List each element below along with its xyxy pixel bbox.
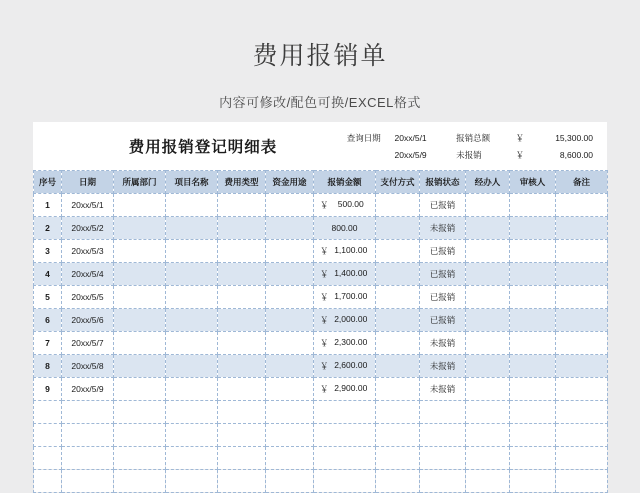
cell-index[interactable]: 8 bbox=[34, 355, 62, 378]
summary-currency: ￥ bbox=[515, 132, 525, 143]
table-row[interactable] bbox=[34, 263, 608, 286]
cell-note[interactable] bbox=[556, 194, 608, 217]
amount-value: 1,100.00 bbox=[334, 245, 368, 255]
table-row[interactable] bbox=[34, 447, 608, 470]
column-header: 备注 bbox=[556, 171, 608, 194]
cell-usage[interactable] bbox=[266, 309, 314, 332]
cell-status[interactable]: 已报销 bbox=[420, 286, 466, 309]
currency-symbol: ￥ bbox=[320, 361, 329, 371]
cell-auditor[interactable] bbox=[510, 286, 556, 309]
table-row[interactable] bbox=[34, 217, 608, 240]
table-row[interactable] bbox=[34, 194, 608, 217]
cell-expense-type[interactable] bbox=[218, 309, 266, 332]
cell-expense-type[interactable] bbox=[218, 332, 266, 355]
cell-note[interactable] bbox=[556, 217, 608, 240]
cell-date[interactable]: 20xx/5/6 bbox=[62, 309, 114, 332]
table-body bbox=[34, 194, 608, 493]
summary-currency: ￥ bbox=[515, 149, 525, 160]
summary-name: 未报销 bbox=[456, 149, 482, 160]
cell-empty[interactable] bbox=[266, 401, 314, 424]
cell-empty[interactable] bbox=[510, 470, 556, 493]
cell-date[interactable]: 20xx/5/4 bbox=[62, 263, 114, 286]
cell-expense-type[interactable] bbox=[218, 240, 266, 263]
cell-handler[interactable] bbox=[466, 263, 510, 286]
cell-handler[interactable] bbox=[466, 332, 510, 355]
cell-empty[interactable] bbox=[510, 401, 556, 424]
cell-empty[interactable] bbox=[314, 401, 376, 424]
cell-empty[interactable] bbox=[420, 424, 466, 447]
cell-amount[interactable] bbox=[314, 332, 376, 355]
table-row[interactable] bbox=[34, 424, 608, 447]
column-header: 审核人 bbox=[510, 171, 556, 194]
currency-symbol: ￥ bbox=[320, 200, 329, 210]
table-row[interactable] bbox=[34, 240, 608, 263]
cell-usage[interactable] bbox=[266, 217, 314, 240]
cell-handler[interactable] bbox=[466, 309, 510, 332]
cell-usage[interactable] bbox=[266, 332, 314, 355]
cell-empty[interactable] bbox=[218, 401, 266, 424]
cell-date[interactable]: 20xx/5/7 bbox=[62, 332, 114, 355]
cell-amount[interactable] bbox=[314, 194, 376, 217]
sheet-title: 费用报销登记明细表 bbox=[128, 139, 278, 156]
cell-empty[interactable] bbox=[34, 470, 62, 493]
summary-date: 20xx/5/1 bbox=[394, 132, 427, 143]
cell-expense-type[interactable] bbox=[218, 263, 266, 286]
cell-empty[interactable] bbox=[218, 424, 266, 447]
amount-value: 2,000.00 bbox=[334, 314, 368, 324]
amount-value: 2,300.00 bbox=[334, 337, 368, 347]
amount-value: 800.00 bbox=[331, 223, 358, 233]
cell-note[interactable] bbox=[556, 378, 608, 401]
cell-auditor[interactable] bbox=[510, 355, 556, 378]
cell-payment-method[interactable] bbox=[376, 355, 420, 378]
currency-symbol: ￥ bbox=[320, 338, 329, 348]
column-header: 项目名称 bbox=[166, 171, 218, 194]
column-header: 日期 bbox=[62, 171, 114, 194]
table-row[interactable] bbox=[34, 470, 608, 493]
summary-value: 8,600.00 bbox=[559, 149, 594, 160]
cell-auditor[interactable] bbox=[510, 378, 556, 401]
cell-payment-method[interactable] bbox=[376, 240, 420, 263]
cell-department[interactable] bbox=[114, 240, 166, 263]
cell-status[interactable]: 未报销 bbox=[420, 355, 466, 378]
table-row[interactable] bbox=[34, 309, 608, 332]
cell-empty[interactable] bbox=[266, 447, 314, 470]
cell-amount[interactable] bbox=[314, 355, 376, 378]
cell-handler[interactable] bbox=[466, 194, 510, 217]
cell-empty[interactable] bbox=[314, 470, 376, 493]
cell-handler[interactable] bbox=[466, 378, 510, 401]
cell-index[interactable]: 6 bbox=[34, 309, 62, 332]
currency-symbol: ￥ bbox=[320, 246, 329, 256]
cell-usage[interactable] bbox=[266, 355, 314, 378]
cell-empty[interactable] bbox=[556, 424, 608, 447]
cell-index[interactable]: 7 bbox=[34, 332, 62, 355]
cell-index[interactable]: 4 bbox=[34, 263, 62, 286]
cell-status[interactable]: 已报销 bbox=[420, 263, 466, 286]
column-header: 序号 bbox=[34, 171, 62, 194]
cell-usage[interactable] bbox=[266, 263, 314, 286]
cell-date[interactable]: 20xx/5/3 bbox=[62, 240, 114, 263]
table-row[interactable] bbox=[34, 355, 608, 378]
cell-empty[interactable] bbox=[314, 424, 376, 447]
cell-empty[interactable] bbox=[62, 401, 114, 424]
cell-note[interactable] bbox=[556, 286, 608, 309]
cell-date[interactable]: 20xx/5/2 bbox=[62, 217, 114, 240]
cell-empty[interactable] bbox=[466, 401, 510, 424]
cell-note[interactable] bbox=[556, 309, 608, 332]
cell-empty[interactable] bbox=[420, 447, 466, 470]
cell-empty[interactable] bbox=[420, 401, 466, 424]
sheet-summary bbox=[333, 122, 607, 170]
cell-index[interactable]: 9 bbox=[34, 378, 62, 401]
cell-payment-method[interactable] bbox=[376, 309, 420, 332]
cell-usage[interactable] bbox=[266, 378, 314, 401]
cell-department[interactable] bbox=[114, 194, 166, 217]
cell-handler[interactable] bbox=[466, 355, 510, 378]
cell-payment-method[interactable] bbox=[376, 286, 420, 309]
cell-project[interactable] bbox=[166, 194, 218, 217]
cell-usage[interactable] bbox=[266, 240, 314, 263]
table-row[interactable] bbox=[34, 286, 608, 309]
cell-empty[interactable] bbox=[166, 401, 218, 424]
cell-department[interactable] bbox=[114, 217, 166, 240]
cell-expense-type[interactable] bbox=[218, 378, 266, 401]
cell-empty[interactable] bbox=[376, 470, 420, 493]
cell-auditor[interactable] bbox=[510, 309, 556, 332]
cell-payment-method[interactable] bbox=[376, 378, 420, 401]
cell-empty[interactable] bbox=[114, 401, 166, 424]
sheet-header bbox=[33, 122, 607, 170]
expense-table bbox=[33, 170, 608, 493]
column-header: 报销金额 bbox=[314, 171, 376, 194]
cell-empty[interactable] bbox=[114, 470, 166, 493]
cell-amount[interactable] bbox=[314, 286, 376, 309]
cell-status[interactable]: 已报销 bbox=[420, 240, 466, 263]
cell-empty[interactable] bbox=[556, 447, 608, 470]
cell-status[interactable]: 未报销 bbox=[420, 332, 466, 355]
cell-empty[interactable] bbox=[34, 401, 62, 424]
cell-project[interactable] bbox=[166, 332, 218, 355]
column-header: 所属部门 bbox=[114, 171, 166, 194]
cell-project[interactable] bbox=[166, 240, 218, 263]
cell-department[interactable] bbox=[114, 263, 166, 286]
cell-empty[interactable] bbox=[510, 424, 556, 447]
cell-project[interactable] bbox=[166, 378, 218, 401]
cell-empty[interactable] bbox=[314, 447, 376, 470]
cell-handler[interactable] bbox=[466, 240, 510, 263]
cell-amount[interactable] bbox=[314, 217, 376, 240]
cell-date[interactable]: 20xx/5/1 bbox=[62, 194, 114, 217]
column-header: 经办人 bbox=[466, 171, 510, 194]
expense-sheet bbox=[33, 122, 607, 462]
cell-empty[interactable] bbox=[166, 447, 218, 470]
table-row[interactable] bbox=[34, 401, 608, 424]
cell-empty[interactable] bbox=[466, 424, 510, 447]
table-row[interactable] bbox=[34, 332, 608, 355]
cell-empty[interactable] bbox=[34, 424, 62, 447]
cell-project[interactable] bbox=[166, 263, 218, 286]
cell-status[interactable]: 未报销 bbox=[420, 217, 466, 240]
cell-date[interactable]: 20xx/5/9 bbox=[62, 378, 114, 401]
cell-empty[interactable] bbox=[62, 424, 114, 447]
cell-status[interactable]: 未报销 bbox=[420, 378, 466, 401]
cell-index[interactable]: 3 bbox=[34, 240, 62, 263]
cell-department[interactable] bbox=[114, 286, 166, 309]
cell-empty[interactable] bbox=[62, 470, 114, 493]
column-header: 支付方式 bbox=[376, 171, 420, 194]
cell-expense-type[interactable] bbox=[218, 217, 266, 240]
cell-empty[interactable] bbox=[166, 470, 218, 493]
cell-empty[interactable] bbox=[466, 470, 510, 493]
cell-payment-method[interactable] bbox=[376, 194, 420, 217]
cell-project[interactable] bbox=[166, 286, 218, 309]
cell-project[interactable] bbox=[166, 309, 218, 332]
cell-empty[interactable] bbox=[114, 447, 166, 470]
cell-project[interactable] bbox=[166, 355, 218, 378]
cell-empty[interactable] bbox=[218, 470, 266, 493]
amount-value: 2,600.00 bbox=[334, 360, 368, 370]
cell-empty[interactable] bbox=[376, 447, 420, 470]
column-header: 费用类型 bbox=[218, 171, 266, 194]
cell-empty[interactable] bbox=[266, 470, 314, 493]
cell-empty[interactable] bbox=[510, 447, 556, 470]
cell-date[interactable]: 20xx/5/8 bbox=[62, 355, 114, 378]
table-row[interactable] bbox=[34, 378, 608, 401]
cell-department[interactable] bbox=[114, 355, 166, 378]
cell-index[interactable]: 1 bbox=[34, 194, 62, 217]
cell-empty[interactable] bbox=[556, 401, 608, 424]
cell-note[interactable] bbox=[556, 332, 608, 355]
query-date-label: 查询日期 bbox=[346, 132, 381, 143]
cell-empty[interactable] bbox=[34, 447, 62, 470]
cell-empty[interactable] bbox=[466, 447, 510, 470]
cell-empty[interactable] bbox=[166, 424, 218, 447]
summary-value: 15,300.00 bbox=[555, 132, 594, 143]
cell-index[interactable]: 2 bbox=[34, 217, 62, 240]
cell-empty[interactable] bbox=[266, 424, 314, 447]
summary-name: 报销总额 bbox=[456, 132, 491, 143]
cell-note[interactable] bbox=[556, 263, 608, 286]
cell-empty[interactable] bbox=[376, 401, 420, 424]
cell-usage[interactable] bbox=[266, 194, 314, 217]
column-header: 报销状态 bbox=[420, 171, 466, 194]
cell-payment-method[interactable] bbox=[376, 332, 420, 355]
cell-auditor[interactable] bbox=[510, 217, 556, 240]
cell-department[interactable] bbox=[114, 332, 166, 355]
currency-symbol: ￥ bbox=[320, 384, 329, 394]
cell-department[interactable] bbox=[114, 309, 166, 332]
cell-empty[interactable] bbox=[62, 447, 114, 470]
cell-note[interactable] bbox=[556, 355, 608, 378]
cell-empty[interactable] bbox=[556, 470, 608, 493]
table-header-row bbox=[34, 171, 608, 194]
cell-project[interactable] bbox=[166, 217, 218, 240]
page-subtitle: 内容可修改/配色可换/EXCEL格式 bbox=[219, 95, 421, 110]
cell-auditor[interactable] bbox=[510, 240, 556, 263]
cell-expense-type[interactable] bbox=[218, 355, 266, 378]
cell-amount[interactable] bbox=[314, 309, 376, 332]
cell-amount[interactable] bbox=[314, 240, 376, 263]
cell-payment-method[interactable] bbox=[376, 217, 420, 240]
cell-payment-method[interactable] bbox=[376, 263, 420, 286]
cell-amount[interactable] bbox=[314, 378, 376, 401]
column-header: 资金用途 bbox=[266, 171, 314, 194]
cell-handler[interactable] bbox=[466, 286, 510, 309]
cell-empty[interactable] bbox=[376, 424, 420, 447]
cell-empty[interactable] bbox=[420, 470, 466, 493]
amount-value: 1,700.00 bbox=[334, 291, 368, 301]
cell-auditor[interactable] bbox=[510, 194, 556, 217]
cell-auditor[interactable] bbox=[510, 263, 556, 286]
cell-usage[interactable] bbox=[266, 286, 314, 309]
cell-status[interactable]: 已报销 bbox=[420, 194, 466, 217]
cell-date[interactable]: 20xx/5/5 bbox=[62, 286, 114, 309]
cell-note[interactable] bbox=[556, 240, 608, 263]
currency-symbol: ￥ bbox=[320, 315, 329, 325]
cell-auditor[interactable] bbox=[510, 332, 556, 355]
summary-row bbox=[333, 146, 601, 163]
cell-handler[interactable] bbox=[466, 217, 510, 240]
cell-index[interactable]: 5 bbox=[34, 286, 62, 309]
currency-symbol: ￥ bbox=[320, 292, 329, 302]
summary-row bbox=[333, 129, 601, 146]
cell-department[interactable] bbox=[114, 378, 166, 401]
cell-empty[interactable] bbox=[114, 424, 166, 447]
cell-empty[interactable] bbox=[218, 447, 266, 470]
amount-value: 500.00 bbox=[337, 199, 364, 209]
cell-status[interactable]: 已报销 bbox=[420, 309, 466, 332]
page-title: 费用报销单 bbox=[252, 42, 388, 70]
cell-amount[interactable] bbox=[314, 263, 376, 286]
amount-value: 1,400.00 bbox=[334, 268, 368, 278]
cell-expense-type[interactable] bbox=[218, 194, 266, 217]
summary-date: 20xx/5/9 bbox=[394, 149, 427, 160]
cell-expense-type[interactable] bbox=[218, 286, 266, 309]
amount-value: 2,900.00 bbox=[334, 383, 368, 393]
currency-symbol: ￥ bbox=[320, 269, 329, 279]
